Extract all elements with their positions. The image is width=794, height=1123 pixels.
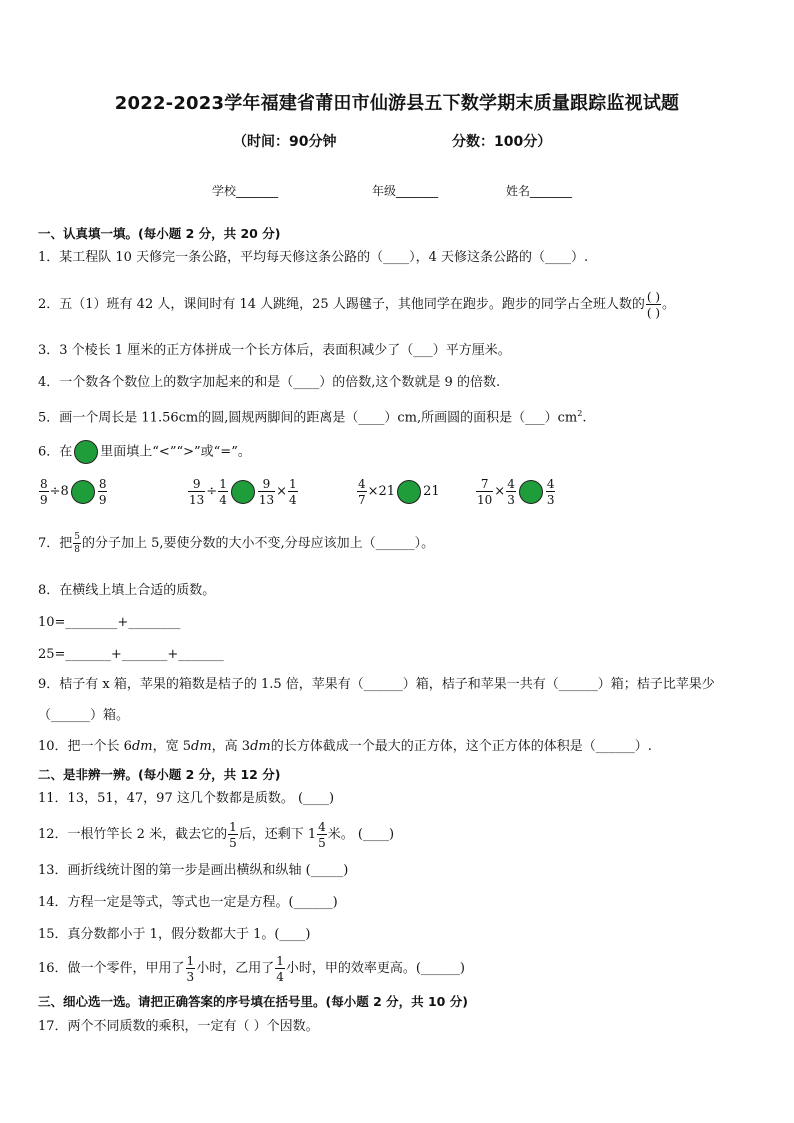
question-4: 4．一个数各个数位上的数字加起来的和是（____）的倍数,这个数就是 9 的倍数. [38, 375, 501, 390]
question-5: 5．画一个周长是 11.56cm的圆,圆规两脚间的距离是（____）cm,所画圆的面积是$(\_\_\_)cm^2$. [38, 409, 587, 426]
question-6: 6．在 里面填上“<”“>”或“=”。 [38, 440, 251, 465]
compare-item-3: $\frac{4}{7}$ ×21 21 [358, 476, 440, 507]
question-11: 11．13，51，47，97 这几个数都是质数。 (____) [38, 791, 335, 806]
school-field: 学校_______ [212, 184, 279, 198]
question-8-line-1: 10=________+________ [38, 615, 181, 630]
compare-item-2: $\frac{9}{13}$ ÷ $\frac{1}{4}$ $\frac{9}{13}$ × $\frac{1}{4}$ [189, 476, 297, 507]
grade-field: 年级_______ [372, 184, 439, 198]
question-10: 10．把一个长 6dm，宽 5dm，高 3dm的长方体截成一个最大的正方体，这个正方体的体积是（______）. [38, 739, 652, 754]
answer-circle[interactable] [519, 480, 543, 504]
question-14: 14．方程一定是等式，等式也一定是方程。(______) [38, 895, 338, 910]
exam-score: 分数：100分） [452, 134, 552, 150]
question-13: 13．画折线统计图的第一步是画出横纵和纵轴 (_____) [38, 863, 349, 878]
name-field: 姓名_______ [506, 184, 573, 198]
question-9-line-1: 9．桔子有 x 箱，苹果的箱数是桔子的 1.5 倍，苹果有（______）箱，桔子和苹果一共有（______）箱；桔子比苹果少 [38, 677, 715, 692]
fraction: $\frac{( )}{( )}$ [646, 289, 661, 320]
question-1: 1．某工程队 10 天修完一条公路，平均每天修这条公路的（____），4 天修这条公路的（____）. [38, 250, 589, 265]
question-8: 8．在横线上填上合适的质数。 [38, 583, 216, 598]
question-3: 3．3 个棱长 1 厘米的正方体拼成一个长方体后，表面积减少了（___）平方厘米。 [38, 343, 511, 358]
compare-item-1: $\frac{8}{9}$ ÷8 $\frac{8}{9}$ [40, 476, 107, 507]
compare-item-4: $\frac{7}{10}$ × $\frac{4}{3}$ $\frac{4}{3}$ [477, 476, 555, 507]
answer-circle[interactable] [71, 480, 95, 504]
question-2-text: 2．五（1）班有 42 人，课间时有 14 人跳绳，25 人踢毽子，其他同学在跑步。跑步的同学占全班人数的 [38, 297, 645, 312]
section-1-title: 一、认真填一填。(每小题 2 分，共 20 分) [38, 226, 281, 241]
question-17: 17．两个不同质数的乘积，一定有（ ）个因数。 [38, 1019, 319, 1034]
question-7: 7．把 $\frac{5}{8}$ 的分子加上 5,要使分数的大小不变,分母应该加上（______）。 [38, 531, 435, 555]
answer-circle[interactable] [74, 440, 98, 464]
page-title: 2022-2023学年福建省莆田市仙游县五下数学期末质量跟踪监视试题 [114, 93, 680, 114]
question-16: 16．做一个零件，甲用了 $\frac{1}{3}$ 小时，乙用了 $\frac{1}{4}$ 小时，甲的效率更高。(______) [38, 953, 465, 984]
section-3-title: 三、细心选一选。请把正确答案的序号填在括号里。(每小题 2 分，共 10 分) [38, 994, 468, 1009]
question-2: 2．五（1）班有 42 人，课间时有 14 人跳绳，25 人踢毽子，其他同学在跑步。跑步的同学占全班人数的 $\frac{( )}{( )}$ 。 [38, 289, 676, 320]
question-12: 12．一根竹竿长 2 米，截去它的 $\frac{1}{5}$ 后，还剩下 1 $\frac{4}{5}$ 米。 (____) [38, 819, 395, 850]
question-8-line-2: 25=_______+_______+_______ [38, 647, 224, 662]
section-2-title: 二、是非辨一辨。(每小题 2 分，共 12 分) [38, 767, 281, 782]
answer-circle[interactable] [397, 480, 421, 504]
question-15: 15．真分数都小于 1，假分数都大于 1。(____) [38, 927, 311, 942]
answer-circle[interactable] [231, 480, 255, 504]
question-9-line-2: （______）箱。 [38, 708, 130, 723]
exam-time: （时间：90分钟 [233, 134, 337, 150]
